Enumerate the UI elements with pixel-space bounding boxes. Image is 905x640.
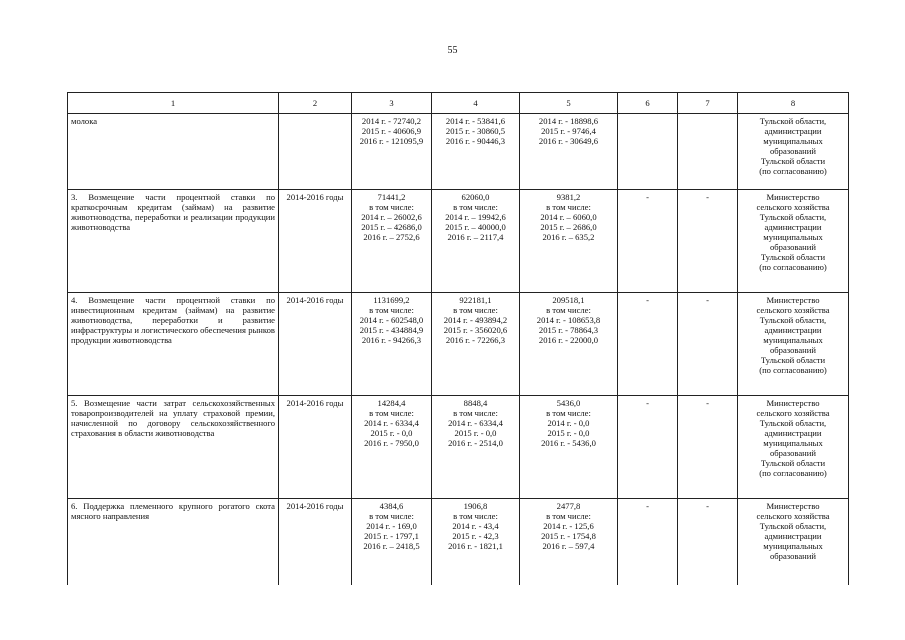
cell-line: 2015 г. - 0,0 <box>370 428 413 438</box>
cell-line: Министерство <box>766 192 820 202</box>
cell-line: 2016 г. – 2752,6 <box>363 232 420 242</box>
cell-line: 2016 г. - 72266,3 <box>445 335 506 345</box>
cell-line: 2016 г. - 5436,0 <box>541 438 596 448</box>
cell-line: 2014 г. - 0,0 <box>547 418 590 428</box>
cell-line: Министерство <box>766 501 820 511</box>
cell-line: Тульской области, <box>759 116 827 126</box>
column-header: 1 <box>68 93 279 114</box>
cell-line: 2015 г. - 0,0 <box>454 428 497 438</box>
row-federal-cell <box>432 396 520 499</box>
row-total-cell <box>352 190 432 293</box>
cell-line: образований <box>770 242 816 252</box>
cell-line: 2015 г. – 42686,0 <box>361 222 422 232</box>
cell-line: 2014 г. – 6060,0 <box>540 212 597 222</box>
row-regional-cell <box>520 114 618 190</box>
cell-line: 1131699,2 <box>373 295 410 305</box>
cell-line: 4384,6 <box>379 501 404 511</box>
cell-line: в том числе: <box>453 511 498 521</box>
cell-line: 2014 г. - 43,4 <box>452 521 499 531</box>
program-table <box>67 92 849 585</box>
cell-line: Тульской области <box>760 355 826 365</box>
row-description-cell: 3. Возмещение части процентной ставки по краткосрочным кредитам (займам) на развитие животноводства, переработки и реализации продукции животноводства <box>68 190 279 293</box>
row-period-cell: 2014-2016 годы <box>279 293 352 396</box>
cell-line: в том числе: <box>369 408 414 418</box>
cell-line: Тульской области, <box>759 521 827 531</box>
row-period-cell: 2014-2016 годы <box>279 499 352 586</box>
cell-line: 62060,0 <box>461 192 490 202</box>
cell-line: 922181,1 <box>459 295 492 305</box>
cell-line: 1906,8 <box>463 501 488 511</box>
cell-line: администрации <box>764 325 822 335</box>
cell-line: сельского хозяйства <box>756 305 830 315</box>
cell-line: 2016 г. – 2418,5 <box>363 541 420 551</box>
cell-line: 8848,4 <box>463 398 488 408</box>
row-col7-cell: - <box>678 293 738 396</box>
cell-line: 2014 г. – 26002,6 <box>361 212 422 222</box>
cell-line: 2015 г. - 40606,9 <box>361 126 422 136</box>
column-header: 4 <box>432 93 520 114</box>
table-row <box>68 396 849 499</box>
row-executor-cell <box>738 499 849 586</box>
cell-line: в том числе: <box>546 202 591 212</box>
column-header: 7 <box>678 93 738 114</box>
cell-line: 2016 г. - 7950,0 <box>364 438 419 448</box>
cell-line: в том числе: <box>453 408 498 418</box>
cell-line: 2015 г. - 1797,1 <box>364 531 419 541</box>
cell-line: сельского хозяйства <box>756 408 830 418</box>
cell-line: образований <box>770 345 816 355</box>
cell-line: 2014 г. - 6334,4 <box>364 418 419 428</box>
cell-line: 2015 г. - 0,0 <box>547 428 590 438</box>
cell-line: 2015 г. – 2686,0 <box>540 222 597 232</box>
cell-line: 2016 г. – 2117,4 <box>447 232 504 242</box>
cell-line: 2015 г. - 42,3 <box>452 531 499 541</box>
row-federal-cell <box>432 293 520 396</box>
cell-line: Тульской области, <box>759 212 827 222</box>
column-header: 5 <box>520 93 618 114</box>
cell-line: Министерство <box>766 295 820 305</box>
row-description-cell: 4. Возмещение части процентной ставки по инвестиционным кредитам (займам) на развитие животноводства, переработки и развитие инфраструктуры и логистического обеспечения рынков продукции животноводства <box>68 293 279 396</box>
row-description-cell: молока <box>68 114 279 190</box>
cell-line: 2016 г. - 121095,9 <box>359 136 424 146</box>
row-federal-cell <box>432 114 520 190</box>
row-col6-cell: - <box>618 499 678 586</box>
cell-line: 2014 г. - 72740,2 <box>361 116 422 126</box>
row-total-cell <box>352 499 432 586</box>
cell-line: 2477,8 <box>556 501 581 511</box>
cell-line: 2016 г. - 90446,3 <box>445 136 506 146</box>
cell-line: муниципальных <box>763 136 823 146</box>
cell-line: 2015 г. - 30860,5 <box>445 126 506 136</box>
row-executor-cell <box>738 396 849 499</box>
cell-line: в том числе: <box>369 202 414 212</box>
row-total-cell <box>352 293 432 396</box>
table-row <box>68 499 849 586</box>
cell-line: 2015 г. – 40000,0 <box>445 222 506 232</box>
table-row <box>68 114 849 190</box>
table-row <box>68 293 849 396</box>
row-description-cell: 6. Поддержка племенного крупного рогатого скота мясного направления <box>68 499 279 586</box>
column-header: 3 <box>352 93 432 114</box>
row-col6-cell: - <box>618 396 678 499</box>
cell-line: (по согласованию) <box>759 365 827 375</box>
cell-line: в том числе: <box>369 511 414 521</box>
cell-line: образований <box>770 448 816 458</box>
cell-line: сельского хозяйства <box>756 511 830 521</box>
cell-line: (по согласованию) <box>759 262 827 272</box>
cell-line: 2016 г. - 94266,3 <box>361 335 422 345</box>
cell-line: администрации <box>764 126 822 136</box>
cell-line: администрации <box>764 531 822 541</box>
cell-line: в том числе: <box>453 305 498 315</box>
row-regional-cell <box>520 190 618 293</box>
cell-line: 2016 г. - 30649,6 <box>538 136 599 146</box>
cell-line: 2016 г. - 22000,0 <box>538 335 599 345</box>
cell-line: 14284,4 <box>377 398 406 408</box>
cell-line: Тульской области <box>760 252 826 262</box>
row-regional-cell <box>520 293 618 396</box>
cell-line: 2015 г. - 1754,8 <box>541 531 596 541</box>
cell-line: 2014 г. - 602548,0 <box>359 315 424 325</box>
cell-line: муниципальных <box>763 438 823 448</box>
cell-line: (по согласованию) <box>759 468 827 478</box>
cell-line: Министерство <box>766 398 820 408</box>
cell-line: 2014 г. - 169,0 <box>366 521 417 531</box>
row-col7-cell <box>678 114 738 190</box>
row-executor-cell <box>738 190 849 293</box>
row-col6-cell: - <box>618 190 678 293</box>
cell-line: 2016 г. – 597,4 <box>542 541 595 551</box>
cell-line: Тульской области <box>760 458 826 468</box>
cell-line: образований <box>770 551 816 561</box>
cell-line: 2014 г. – 19942,6 <box>445 212 506 222</box>
row-col6-cell <box>618 114 678 190</box>
cell-line: Тульской области <box>760 156 826 166</box>
cell-line: 2015 г. - 434884,9 <box>359 325 424 335</box>
cell-line: в том числе: <box>369 305 414 315</box>
row-col7-cell: - <box>678 499 738 586</box>
cell-line: (по согласованию) <box>759 166 827 176</box>
cell-line: в том числе: <box>453 202 498 212</box>
cell-line: 2016 г. - 1821,1 <box>448 541 503 551</box>
row-total-cell <box>352 396 432 499</box>
row-total-cell <box>352 114 432 190</box>
cell-line: 2015 г. - 356020,6 <box>443 325 508 335</box>
cell-line: администрации <box>764 428 822 438</box>
row-regional-cell <box>520 396 618 499</box>
cell-line: 2014 г. - 493894,2 <box>443 315 508 325</box>
page-number: 55 <box>447 45 458 56</box>
row-executor-cell <box>738 114 849 190</box>
row-col7-cell: - <box>678 190 738 293</box>
row-executor-cell <box>738 293 849 396</box>
row-regional-cell <box>520 499 618 586</box>
column-header: 2 <box>279 93 352 114</box>
cell-line: 71441,2 <box>377 192 406 202</box>
table-header-row <box>68 93 849 114</box>
cell-line: 5436,0 <box>556 398 581 408</box>
cell-line: 2014 г. - 53841,6 <box>445 116 506 126</box>
cell-line: 2015 г. - 9746,4 <box>541 126 596 136</box>
cell-line: в том числе: <box>546 408 591 418</box>
cell-line: муниципальных <box>763 232 823 242</box>
cell-line: в том числе: <box>546 511 591 521</box>
cell-line: администрации <box>764 222 822 232</box>
row-federal-cell <box>432 190 520 293</box>
cell-line: сельского хозяйства <box>756 202 830 212</box>
cell-line: в том числе: <box>546 305 591 315</box>
cell-line: Тульской области, <box>759 315 827 325</box>
cell-line: 2014 г. - 6334,4 <box>448 418 503 428</box>
row-period-cell: 2014-2016 годы <box>279 190 352 293</box>
cell-line: 2014 г. - 125,6 <box>543 521 594 531</box>
cell-line: муниципальных <box>763 335 823 345</box>
row-description-cell: 5. Возмещение части затрат сельскохозяйственных товаропроизводителей на уплату страховой премии, начисленной по договору сельскохозяйственного страхования в области животноводства <box>68 396 279 499</box>
cell-line: образований <box>770 146 816 156</box>
cell-line: 2016 г. – 635,2 <box>542 232 595 242</box>
row-col7-cell: - <box>678 396 738 499</box>
table-row <box>68 190 849 293</box>
cell-line: 2014 г. - 18898,6 <box>538 116 599 126</box>
row-federal-cell <box>432 499 520 586</box>
cell-line: 2016 г. - 2514,0 <box>448 438 503 448</box>
cell-line: Тульской области, <box>759 418 827 428</box>
row-period-cell: 2014-2016 годы <box>279 396 352 499</box>
cell-line: 2014 г. - 108653,8 <box>536 315 601 325</box>
cell-line: муниципальных <box>763 541 823 551</box>
cell-line: 2015 г. - 78864,3 <box>538 325 599 335</box>
row-period-cell <box>279 114 352 190</box>
cell-line: 9381,2 <box>556 192 581 202</box>
column-header: 8 <box>738 93 849 114</box>
cell-line: 209518,1 <box>552 295 585 305</box>
row-col6-cell: - <box>618 293 678 396</box>
column-header: 6 <box>618 93 678 114</box>
